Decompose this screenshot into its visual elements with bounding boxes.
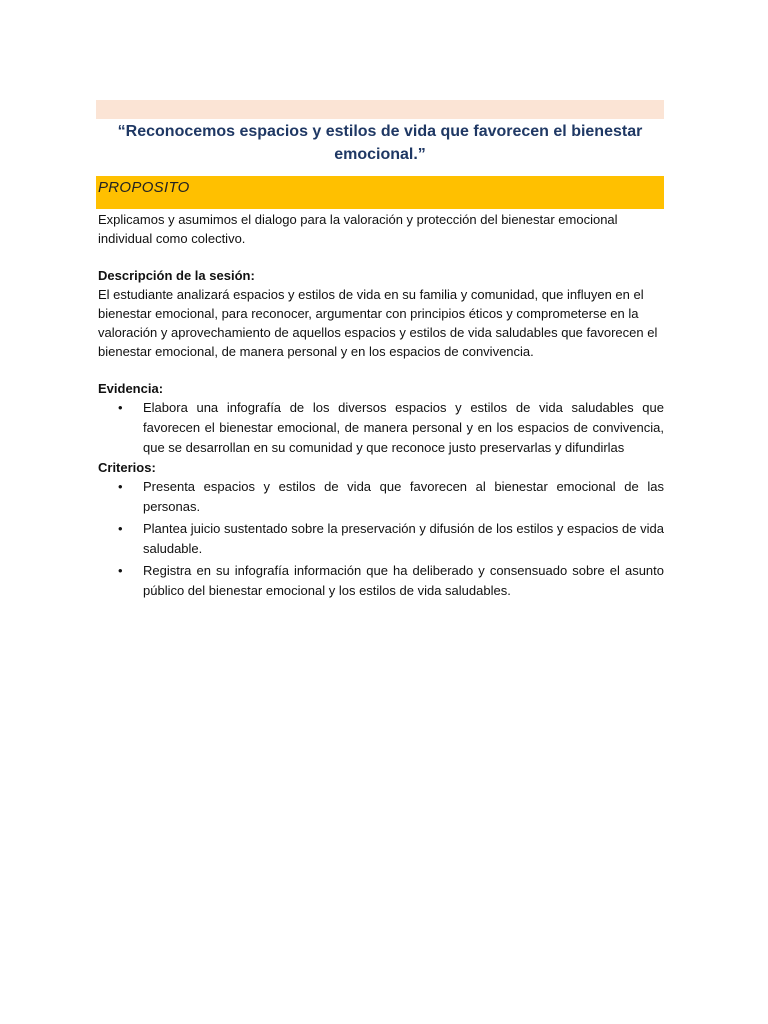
purpose-banner: [96, 176, 664, 209]
list-item: [98, 477, 664, 517]
purpose-label: PROPOSITO: [98, 179, 190, 196]
list-item-text: Plantea juicio sustentado sobre la preservación y difusión de los estilos y espacios de vida saludable.: [143, 521, 664, 556]
list-item: [98, 561, 664, 601]
description-text: El estudiante analizará espacios y estilos de vida en su familia y comunidad, que influyen en el bienestar emocional, para reconocer, argumentar con principios éticos y comprometerse en la valoración y aprovechamiento de aquellos espacios y estilos de vida saludables que favorecen el bienestar emocional, de manera personal y en los espacios de convivencia.: [98, 287, 658, 359]
list-item-text: Elabora una infografía de los diversos espacios y estilos de vida saludables que favorecen el bienestar emocional, de manera personal y en los espacios de convivencia, que se desarrollan en su comunidad y que reconoce justo preservarlas y difundirlas: [143, 400, 664, 455]
evidence-heading: Evidencia:: [98, 381, 164, 396]
bullet-icon: •: [118, 563, 123, 578]
list-item-text: Presenta espacios y estilos de vida que favorecen al bienestar emocional de las personas.: [143, 479, 664, 514]
bullet-icon: •: [118, 521, 123, 536]
header-shading-bar: [96, 100, 664, 119]
bullet-icon: •: [118, 400, 123, 415]
criteria-heading: Criterios:: [98, 460, 156, 475]
list-item: [98, 398, 664, 458]
purpose-text: Explicamos y asumimos el dialogo para la valoración y protección del bienestar emocional individual como colectivo.: [98, 212, 618, 246]
list-item: [98, 519, 664, 559]
bullet-icon: •: [118, 479, 123, 494]
document-body: [98, 210, 664, 603]
page-title: “Reconocemos espacios y estilos de vida que favorecen el bienestar emocional.”: [117, 123, 643, 163]
list-item-text: Registra en su infografía información que ha deliberado y consensuado sobre el asunto público del bienestar emocional y los estilos de vida saludables.: [143, 563, 664, 598]
evidence-list: [98, 398, 664, 458]
description-heading: Descripción de la sesión:: [98, 268, 255, 283]
criteria-list: [98, 477, 664, 601]
